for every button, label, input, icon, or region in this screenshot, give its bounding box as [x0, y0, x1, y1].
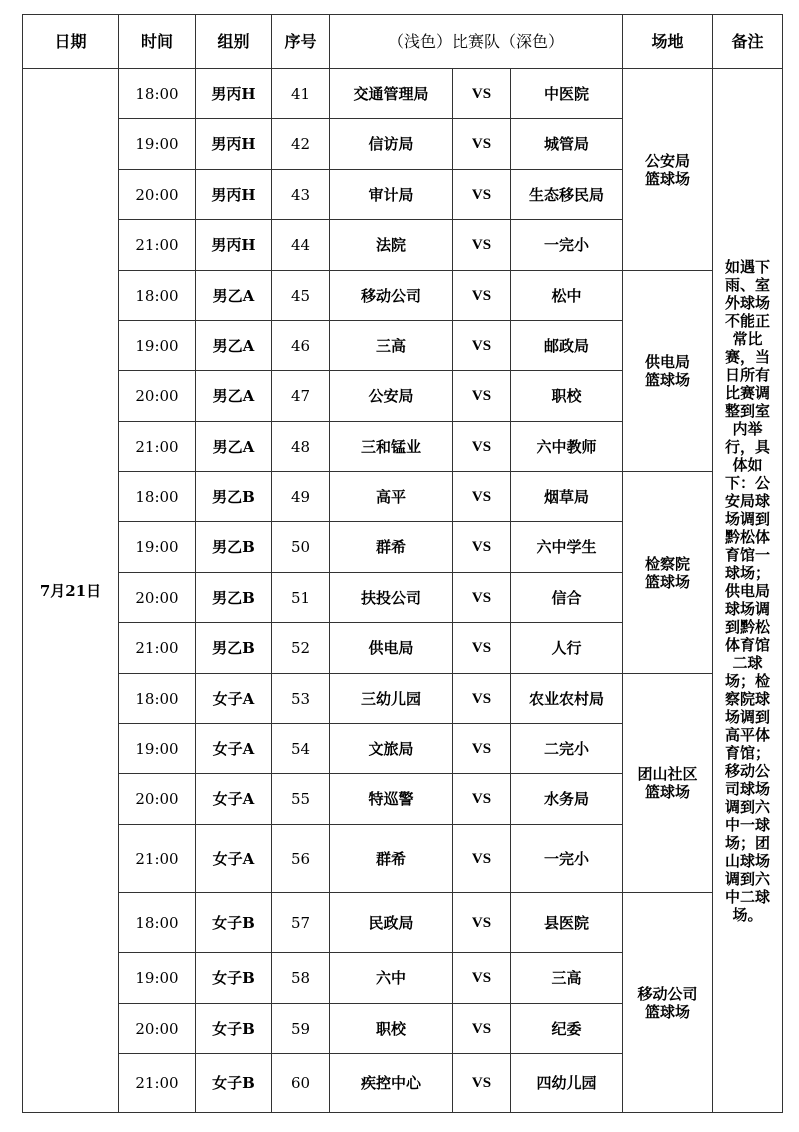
header-date: 日期	[23, 15, 119, 69]
away-team-cell: 纪委	[511, 1004, 623, 1054]
away-team-cell: 城管局	[511, 119, 623, 170]
group-cell: 男乙A	[196, 422, 272, 472]
venue-name: 检察院	[645, 554, 691, 573]
away-team-cell: 一完小	[511, 825, 623, 893]
home-team-cell: 三高	[330, 321, 453, 371]
time-cell: 20:00	[119, 774, 196, 825]
remarks-line: 察院球	[725, 689, 771, 708]
vs-cell: VS	[453, 573, 511, 623]
vs-cell: VS	[453, 1054, 511, 1113]
venue-type: 篮球场	[645, 371, 691, 389]
remarks-line: 整到室	[725, 401, 771, 420]
away-team-cell: 生态移民局	[511, 170, 623, 220]
remarks-line: 供电局	[725, 581, 771, 600]
away-team-cell: 六中教师	[511, 422, 623, 472]
time-cell: 20:00	[119, 1004, 196, 1054]
home-team-cell: 信访局	[330, 119, 453, 170]
venue-cell	[623, 69, 713, 271]
vs-cell: VS	[453, 472, 511, 522]
time-cell: 18:00	[119, 893, 196, 953]
away-team-cell: 水务局	[511, 774, 623, 825]
home-team-cell: 疾控中心	[330, 1054, 453, 1113]
venue-type: 篮球场	[645, 1002, 691, 1021]
home-team-cell: 六中	[330, 953, 453, 1004]
remarks-line: 外球场	[725, 293, 771, 312]
venue-type: 篮球场	[645, 169, 691, 188]
group-cell: 男丙H	[196, 69, 272, 119]
match-number-cell: 44	[272, 220, 330, 271]
table-row	[23, 893, 783, 953]
away-team-cell: 烟草局	[511, 472, 623, 522]
venue-cell	[623, 472, 713, 674]
venue-cell	[623, 893, 713, 1113]
time-cell: 20:00	[119, 371, 196, 422]
home-team-cell: 审计局	[330, 170, 453, 220]
date-cell: 7月21日	[23, 69, 119, 1113]
time-cell: 20:00	[119, 170, 196, 220]
remarks-line: 如遇下	[725, 257, 771, 276]
time-cell: 20:00	[119, 573, 196, 623]
away-team-cell: 人行	[511, 623, 623, 674]
match-schedule-table	[22, 14, 783, 1113]
group-cell: 女子B	[196, 953, 272, 1004]
match-number-cell: 52	[272, 623, 330, 674]
home-team-cell: 高平	[330, 472, 453, 522]
vs-cell: VS	[453, 953, 511, 1004]
home-team-cell: 公安局	[330, 371, 453, 422]
vs-cell: VS	[453, 371, 511, 422]
vs-cell: VS	[453, 825, 511, 893]
vs-cell: VS	[453, 774, 511, 825]
match-number-cell: 50	[272, 522, 330, 573]
match-number-cell: 53	[272, 674, 330, 724]
away-team-cell: 邮政局	[511, 321, 623, 371]
match-number-cell: 46	[272, 321, 330, 371]
home-team-cell: 群希	[330, 522, 453, 573]
group-cell: 男乙A	[196, 371, 272, 422]
table-row	[23, 472, 783, 522]
time-cell: 21:00	[119, 623, 196, 674]
match-number-cell: 48	[272, 422, 330, 472]
away-team-cell: 二完小	[511, 724, 623, 774]
remarks-line: 场调到	[725, 509, 771, 528]
group-cell: 男乙B	[196, 522, 272, 573]
table-row	[23, 674, 783, 724]
vs-cell: VS	[453, 220, 511, 271]
time-cell: 18:00	[119, 472, 196, 522]
remarks-line: 体如	[732, 455, 763, 474]
home-team-cell: 交通管理局	[330, 69, 453, 119]
remarks-line: 场；检	[725, 671, 771, 690]
remarks-line: 场。	[732, 905, 763, 924]
match-number-cell: 60	[272, 1054, 330, 1113]
home-team-cell: 供电局	[330, 623, 453, 674]
away-team-cell: 县医院	[511, 893, 623, 953]
header-row	[23, 15, 783, 69]
home-team-cell: 法院	[330, 220, 453, 271]
away-team-cell: 一完小	[511, 220, 623, 271]
remarks-line: 场调到	[725, 707, 771, 726]
group-cell: 男乙A	[196, 271, 272, 321]
vs-cell: VS	[453, 623, 511, 674]
match-number-cell: 55	[272, 774, 330, 825]
remarks-line: 调到六	[725, 869, 771, 888]
vs-cell: VS	[453, 321, 511, 371]
remarks-line: 山球场	[725, 851, 771, 870]
venue-cell	[623, 271, 713, 472]
table-row	[23, 69, 783, 119]
group-cell: 女子A	[196, 674, 272, 724]
away-team-cell: 三高	[511, 953, 623, 1004]
away-team-cell: 农业农村局	[511, 674, 623, 724]
group-cell: 男丙H	[196, 220, 272, 271]
vs-cell: VS	[453, 1004, 511, 1054]
header-venue: 场地	[623, 15, 713, 69]
time-cell: 19:00	[119, 119, 196, 170]
vs-cell: VS	[453, 271, 511, 321]
remarks-line: 到黔松	[725, 617, 771, 636]
remarks-line: 育馆；	[725, 743, 771, 762]
venue-cell	[623, 674, 713, 893]
match-number-cell: 51	[272, 573, 330, 623]
header-teams: （浅色）比赛队（深色）	[330, 15, 623, 69]
remarks-line: 日所有	[725, 365, 771, 384]
remarks-line: 赛，当	[725, 347, 771, 366]
time-cell: 18:00	[119, 69, 196, 119]
group-cell: 女子A	[196, 774, 272, 825]
vs-cell: VS	[453, 170, 511, 220]
remarks-line: 调到六	[725, 797, 771, 816]
vs-cell: VS	[453, 522, 511, 573]
time-cell: 21:00	[119, 825, 196, 893]
match-number-cell: 56	[272, 825, 330, 893]
header-remarks: 备注	[713, 15, 783, 69]
group-cell: 女子B	[196, 893, 272, 953]
home-team-cell: 扶投公司	[330, 573, 453, 623]
remarks-line: 球场调	[725, 599, 771, 618]
header-group: 组别	[196, 15, 272, 69]
remarks-line: 下：公	[725, 473, 771, 492]
home-team-cell: 民政局	[330, 893, 453, 953]
remarks-line: 比赛调	[725, 383, 771, 402]
home-team-cell: 特巡警	[330, 774, 453, 825]
venue-type: 篮球场	[645, 572, 691, 591]
venue-name: 团山社区	[637, 765, 698, 783]
time-cell: 19:00	[119, 953, 196, 1004]
venue-name: 移动公司	[637, 984, 698, 1003]
table-row	[23, 271, 783, 321]
vs-cell: VS	[453, 422, 511, 472]
home-team-cell: 文旅局	[330, 724, 453, 774]
remarks-line: 行，具	[725, 437, 771, 456]
away-team-cell: 四幼儿园	[511, 1054, 623, 1113]
match-number-cell: 49	[272, 472, 330, 522]
home-team-cell: 群希	[330, 825, 453, 893]
time-cell: 18:00	[119, 674, 196, 724]
remarks-line: 司球场	[725, 779, 771, 798]
match-number-cell: 47	[272, 371, 330, 422]
away-team-cell: 信合	[511, 573, 623, 623]
remarks-line: 雨、室	[725, 275, 771, 294]
group-cell: 男乙A	[196, 321, 272, 371]
match-number-cell: 54	[272, 724, 330, 774]
remarks-line: 育馆一	[725, 545, 771, 564]
match-number-cell: 43	[272, 170, 330, 220]
home-team-cell: 三和锰业	[330, 422, 453, 472]
home-team-cell: 移动公司	[330, 271, 453, 321]
group-cell: 男丙H	[196, 119, 272, 170]
group-cell: 女子B	[196, 1054, 272, 1113]
remarks-line: 黔松体	[725, 527, 771, 546]
time-cell: 19:00	[119, 724, 196, 774]
time-cell: 21:00	[119, 1054, 196, 1113]
away-team-cell: 中医院	[511, 69, 623, 119]
group-cell: 男乙B	[196, 472, 272, 522]
header-number: 序号	[272, 15, 330, 69]
remarks-line: 二球	[732, 653, 763, 672]
remarks-line: 安局球	[725, 491, 771, 510]
group-cell: 男丙H	[196, 170, 272, 220]
group-cell: 女子A	[196, 825, 272, 893]
time-cell: 21:00	[119, 220, 196, 271]
group-cell: 男乙B	[196, 623, 272, 674]
remarks-line: 体育馆	[725, 635, 771, 654]
remarks-line: 场；团	[725, 833, 771, 852]
header-time: 时间	[119, 15, 196, 69]
remarks-line: 球场；	[725, 563, 771, 582]
remarks-line: 内举	[732, 419, 763, 438]
time-cell: 19:00	[119, 522, 196, 573]
time-cell: 21:00	[119, 422, 196, 472]
away-team-cell: 松中	[511, 271, 623, 321]
vs-cell: VS	[453, 119, 511, 170]
away-team-cell: 六中学生	[511, 522, 623, 573]
venue-name: 公安局	[645, 151, 691, 170]
match-number-cell: 57	[272, 893, 330, 953]
venue-type: 篮球场	[645, 783, 691, 801]
remarks-line: 移动公	[725, 761, 771, 780]
group-cell: 女子A	[196, 724, 272, 774]
match-number-cell: 45	[272, 271, 330, 321]
match-number-cell: 42	[272, 119, 330, 170]
time-cell: 19:00	[119, 321, 196, 371]
match-number-cell: 59	[272, 1004, 330, 1054]
venue-name: 供电局	[645, 353, 691, 371]
remarks-line: 不能正	[725, 311, 771, 330]
vs-cell: VS	[453, 893, 511, 953]
remarks-line: 常比	[732, 329, 763, 348]
home-team-cell: 三幼儿园	[330, 674, 453, 724]
home-team-cell: 职校	[330, 1004, 453, 1054]
vs-cell: VS	[453, 69, 511, 119]
time-cell: 18:00	[119, 271, 196, 321]
vs-cell: VS	[453, 674, 511, 724]
group-cell: 男乙B	[196, 573, 272, 623]
group-cell: 女子B	[196, 1004, 272, 1054]
remarks-cell	[713, 69, 783, 1113]
match-number-cell: 58	[272, 953, 330, 1004]
remarks-line: 中一球	[725, 815, 771, 834]
remarks-line: 中二球	[725, 887, 771, 906]
vs-cell: VS	[453, 724, 511, 774]
remarks-line: 高平体	[725, 725, 771, 744]
match-number-cell: 41	[272, 69, 330, 119]
away-team-cell: 职校	[511, 371, 623, 422]
